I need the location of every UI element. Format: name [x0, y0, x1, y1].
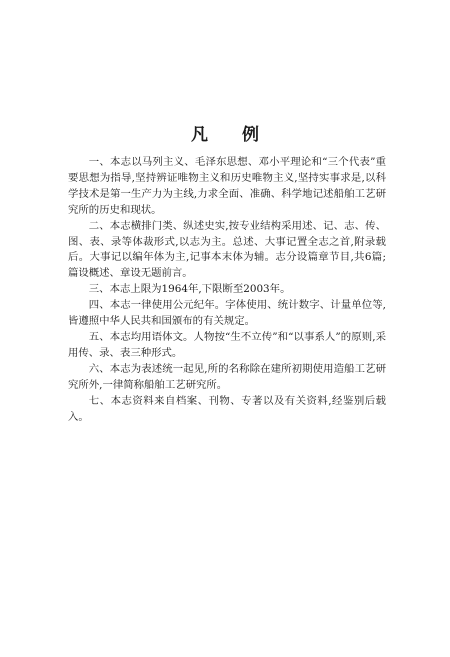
paragraph-2: 二、本志横排门类、纵述史实,按专业结构采用述、记、志、传、图、表、录等体裁形式,以志为主。总述、大事记置全志之首,附录载后。大事记以编年体为主,记事本末体为辅。志分设篇章节目,共6篇;篇设概述、章设无题前言。	[68, 219, 386, 280]
paragraph-4: 四、本志一律使用公元纪年。字体使用、统计数字、计量单位等,皆遵照中华人民共和国颁布的有关规定。	[68, 299, 386, 328]
paragraph-6: 六、本志为表述统一起见,所的名称除在建所初期使用造船工艺研究所外,一律简称船舶工艺研究所。	[68, 362, 386, 391]
paragraph-3: 三、本志上限为1964年,下限断至2003年。	[88, 283, 291, 296]
document-body	[68, 155, 386, 425]
paragraph-5: 五、本志均用语体文。人物按“生不立传”和“以事系人”的原则,采用传、录、表三种形式。	[68, 330, 386, 359]
paragraph-1: 一、本志以马列主义、毛泽东思想、邓小平理论和“三个代表”重要思想为指导,坚持辨证唯物主义和历史唯物主义,坚持实事求是,以科学技术是第一生产力为主线,力求全面、准确、科学地记述船舶工艺研究所的历史和现状。	[68, 156, 386, 216]
page-title: 凡 例	[191, 125, 273, 145]
paragraph-7: 七、本志资料来自档案、刊物、专著以及有关资料,经鉴别后载入。	[68, 394, 386, 423]
